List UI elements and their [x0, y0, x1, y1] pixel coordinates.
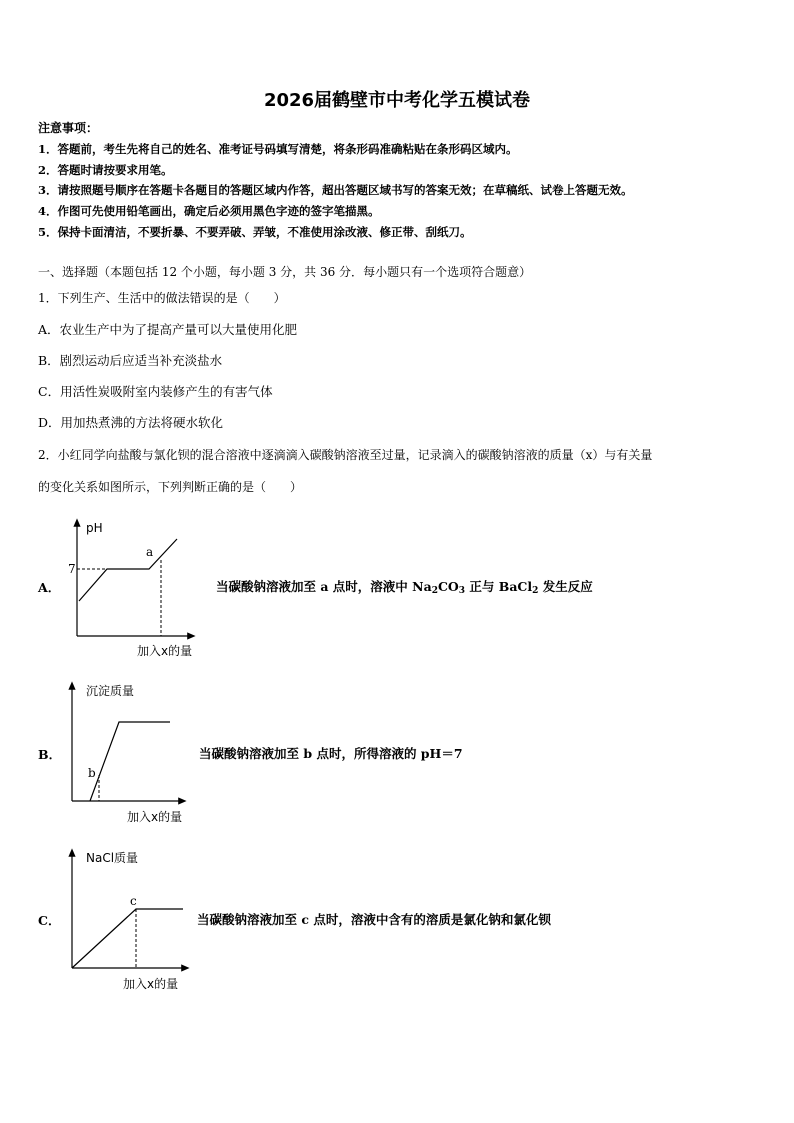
- q2-option-a-desc-sub2: 3: [458, 586, 466, 596]
- q1-option-d: D．用加热煮沸的方法将硬水软化: [38, 415, 224, 430]
- note-item-4: 4．作图可先使用铅笔画出，确定后必须用黑色字迹的签字笔描黑。: [38, 204, 380, 218]
- q2-option-b-letter: B．: [38, 747, 62, 762]
- note-item-2: 2．答题时请按要求用笔。: [38, 163, 173, 177]
- graph-a-curve: [79, 539, 177, 601]
- graph-a-tick-7: 7: [68, 562, 76, 576]
- graph-a-point-label: a: [146, 545, 154, 559]
- graph-c: [72, 850, 186, 991]
- graph-b: [72, 683, 183, 824]
- graph-b-curve: [90, 722, 170, 801]
- q2-option-a-desc-part3: 正与 BaCl: [465, 579, 533, 594]
- q1-option-c: C．用活性炭吸附室内装修产生的有害气体: [38, 384, 273, 399]
- q2-option-a-letter: A．: [38, 580, 61, 595]
- graph-c-xlabel: 加入x的量: [123, 977, 179, 991]
- q2-option-c-letter: C．: [38, 913, 61, 928]
- graph-c-point-label: c: [130, 894, 137, 908]
- q2-option-a-desc: [216, 577, 593, 596]
- graph-b-xlabel: 加入x的量: [127, 810, 183, 824]
- q2-option-a-desc-part2: CO: [437, 579, 459, 594]
- q2-option-a-desc-part1: 当碳酸钠溶液加至 a 点时，溶液中 Na: [216, 579, 432, 594]
- q2-option-b-desc: 当碳酸钠溶液加至 b 点时，所得溶液的 pH＝7: [199, 746, 463, 761]
- notes-label: 注意事项：: [38, 121, 99, 135]
- page-title: 2026届鹤壁市中考化学五模试卷: [263, 90, 531, 111]
- q2-option-a-desc-sub1: 2: [431, 586, 438, 596]
- graph-c-curve: [72, 909, 183, 968]
- section-heading: 一、选择题（本题包括 12 个小题，每小题 3 分，共 36 分．每小题只有一个选项符合题意）: [38, 265, 532, 279]
- q2-option-c-desc: 当碳酸钠溶液加至 c 点时，溶液中含有的溶质是氯化钠和氯化钡: [197, 912, 551, 927]
- graph-a-ylabel: pH: [86, 521, 103, 535]
- graph-b-ylabel: 沉淀质量: [86, 684, 135, 698]
- graph-a-xlabel: 加入x的量: [137, 644, 193, 658]
- note-item-3: 3．请按照题号顺序在答题卡各题目的答题区域内作答，超出答题区域书写的答案无效；在草稿纸、试卷上答题无效。: [38, 183, 633, 197]
- note-item-5: 5．保持卡面清洁，不要折暴、不要弄破、弄皱，不准使用涂改液、修正带、刮纸刀。: [38, 225, 472, 239]
- q2-stem-line2: 的变化关系如图所示，下列判断正确的是（ ）: [38, 480, 303, 494]
- q1-option-a: A．农业生产中为了提高产量可以大量使用化肥: [38, 322, 298, 337]
- q1-option-b: B．剧烈运动后应适当补充淡盐水: [38, 353, 223, 368]
- graph-a: [68, 521, 192, 658]
- q1-stem: 1．下列生产、生活中的做法错误的是（ ）: [38, 291, 286, 305]
- q2-option-a-desc-sub3: 2: [532, 586, 539, 596]
- note-item-1: 1．答题前，考生先将自己的姓名、准考证号码填写清楚，将条形码准确粘贴在条形码区域内。: [38, 142, 518, 156]
- q2-option-a-desc-part4: 发生反应: [538, 579, 593, 594]
- graph-c-ylabel: NaCl质量: [86, 851, 139, 865]
- graph-b-point-label: b: [88, 766, 96, 780]
- q2-stem-line1: 2．小红同学向盐酸与氯化钡的混合溶液中逐滴滴入碳酸钠溶液至过量，记录滴入的碳酸钠溶液的质量（x）与有关量: [38, 448, 653, 462]
